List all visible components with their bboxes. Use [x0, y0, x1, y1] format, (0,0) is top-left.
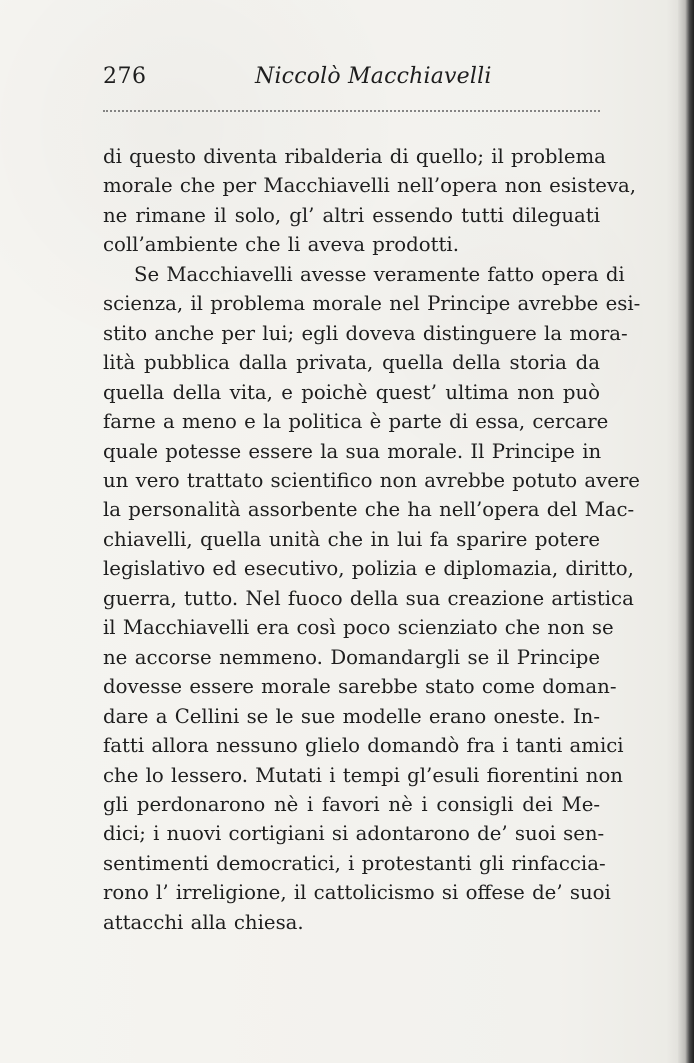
text-line: dare a Cellini se le sue modelle erano oneste. In- — [103, 704, 600, 728]
page-number: 276 — [103, 64, 147, 89]
text-line: sentimenti democratici, i protestanti gli rinfaccia- — [103, 851, 606, 875]
text-line: dici; i nuovi cortigiani si adontarono de’ suoi sen- — [103, 822, 605, 846]
text-line: scienza, il problema morale nel Principe avrebbe esi- — [103, 292, 641, 316]
page-edge-shadow — [678, 0, 694, 1063]
text-line: di questo diventa ribalderia di quello; il problema — [103, 145, 606, 168]
text-line: fatti allora nessuno glielo domandò fra i tanti amici — [103, 734, 624, 758]
text-line: la personalità assorbente che ha nell’opera del Mac- — [103, 498, 635, 522]
text-line: che lo lessero. Mutati i tempi gl’esuli fiorentini non — [103, 763, 623, 787]
text-line: chiavelli, quella unità che in lui fa sparire potere — [103, 527, 600, 551]
text-line: guerra, tutto. Nel fuoco della sua creazione artistica — [103, 586, 634, 610]
text-line: coll’ambiente che li aveva prodotti. — [103, 233, 459, 257]
text-line: Se Macchiavelli avesse veramente fatto opera di — [134, 262, 625, 286]
text-line: stito anche per lui; egli doveva distinguere la mora- — [103, 321, 628, 345]
text-line: ne rimane il solo, gl’ altri essendo tutti dileguati — [103, 203, 600, 227]
text-line: morale che per Macchiavelli nell’opera non esisteva, — [103, 174, 636, 198]
text-line: legislativo ed esecutivo, polizia e diplomazia, diritto, — [103, 557, 634, 581]
text-line: lità pubblica dalla privata, quella della storia da — [103, 351, 600, 375]
text-line: il Macchiavelli era così poco scienziato che non se — [103, 616, 614, 640]
text-line: quella della vita, e poichè quest’ ultima non può — [103, 380, 600, 404]
body-text — [103, 142, 641, 937]
running-title: Niccolò Macchiavelli — [255, 64, 492, 89]
text-line: dovesse essere morale sarebbe stato come doman- — [103, 675, 617, 699]
text-line: attacchi alla chiesa. — [103, 910, 304, 934]
text-line: un vero trattato scientifico non avrebbe potuto avere — [103, 468, 640, 492]
text-line: ne accorse nemmeno. Domandargli se il Principe — [103, 645, 600, 669]
header-rule — [103, 110, 600, 112]
text-line: farne a meno e la politica è parte di essa, cercare — [103, 410, 609, 434]
text-line: gli perdonarono nè i favori nè i consigli dei Me- — [103, 792, 600, 816]
page-header — [103, 62, 603, 96]
text-line: rono l’ irreligione, il cattolicismo si offese de’ suoi — [103, 881, 611, 905]
text-line: quale potesse essere la sua morale. Il Principe in — [103, 439, 602, 463]
